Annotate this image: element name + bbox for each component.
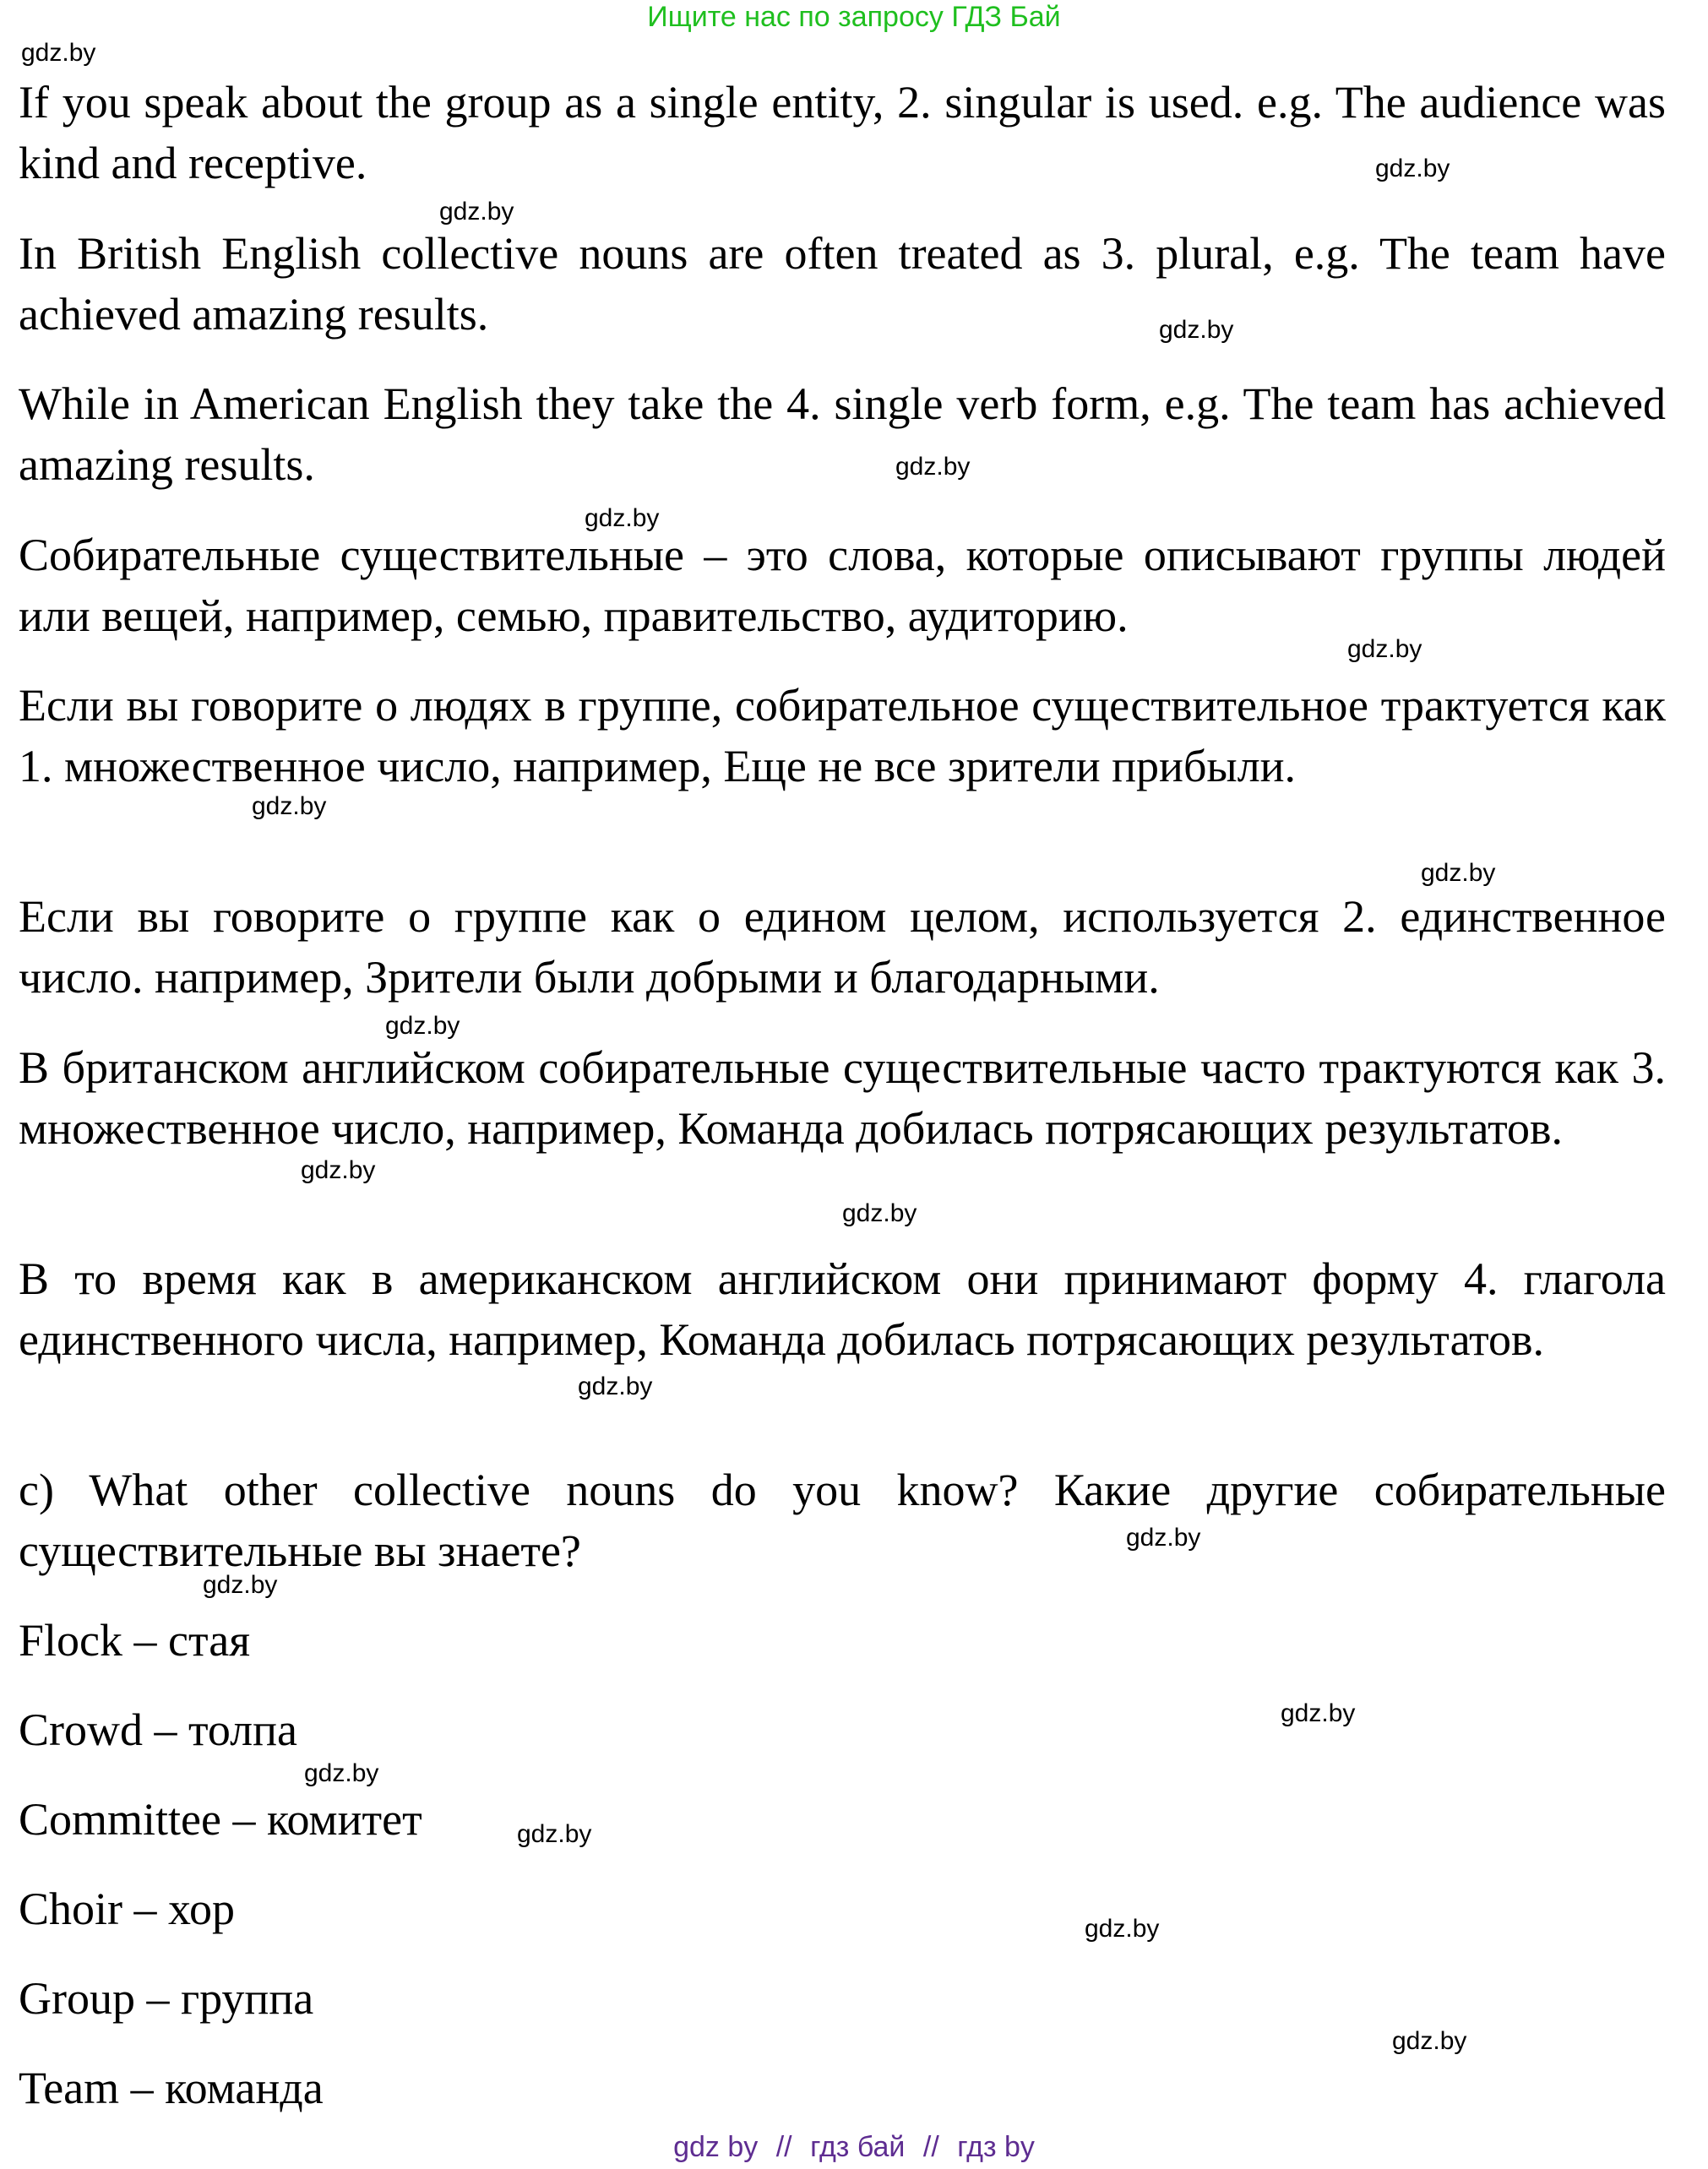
watermark: gdz.by [385, 1012, 460, 1040]
watermark: gdz.by [517, 1820, 592, 1848]
list-item: Choir – хор [19, 1884, 235, 1934]
question-c: c) What other collective nouns do you know? Какие другие собирательные существительные вы знаете? [19, 1465, 1666, 1576]
top-banner: Ищите нас по запросу ГДЗ Бай [647, 1, 1061, 33]
watermark: gdz.by [252, 792, 327, 820]
watermark: gdz.by [842, 1199, 917, 1227]
paragraph-singular: If you speak about the group as a single entity, 2. singular is used. e.g. The audience was kind and receptive. [19, 77, 1666, 188]
paragraph-ru-definition: Собирательные существительные – это слова, которые описывают группы людей или вещей, например, семью, правительство, аудиторию. [19, 530, 1666, 641]
list-item: Committee – комитет [19, 1794, 422, 1845]
footer-link-gdz-by[interactable]: gdz by [673, 2131, 759, 2163]
footer-links [0, 2130, 1708, 2164]
watermark: gdz.by [1375, 155, 1450, 182]
watermark: gdz.by [895, 453, 971, 481]
watermark: gdz.by [203, 1571, 278, 1599]
watermark: gdz.by [585, 504, 660, 532]
footer-link-gdz-bai[interactable]: гдз бай [810, 2131, 906, 2163]
watermark: gdz.by [1421, 859, 1496, 887]
watermark: gdz.by [439, 198, 514, 226]
watermark: gdz.by [21, 39, 96, 67]
paragraph-ru-singular: Если вы говорите о группе как о едином целом, используется 2. единственное число. например, Зрители были добрыми и благодарными. [19, 891, 1666, 1003]
footer-link-gdz-by-ru[interactable]: гдз by [957, 2131, 1035, 2163]
watermark: gdz.by [1347, 635, 1422, 663]
list-item: Group – группа [19, 1973, 314, 2024]
watermark: gdz.by [1126, 1524, 1201, 1552]
list-item: Flock – стая [19, 1615, 251, 1666]
watermark: gdz.by [304, 1759, 379, 1787]
paragraph-ru-british: В британском английском собирательные существительные часто трактуются как 3. множественное число, например, Команда добилась потрясающих результатов. [19, 1042, 1666, 1154]
watermark: gdz.by [1085, 1915, 1160, 1943]
list-item: Crowd – толпа [19, 1704, 297, 1755]
watermark: gdz.by [1281, 1699, 1356, 1727]
paragraph-ru-plural: Если вы говорите о людях в группе, собирательное существительное трактуется как 1. множественное число, например, Еще не все зрители прибыли. [19, 680, 1666, 791]
list-item: Team – команда [19, 2063, 324, 2113]
paragraph-american-english: While in American English they take the 4. single verb form, e.g. The team has achieved amazing results. [19, 378, 1666, 490]
watermark: gdz.by [578, 1373, 653, 1400]
paragraph-british-english: In British English collective nouns are often treated as 3. plural, e.g. The team have achieved amazing results. [19, 228, 1666, 340]
watermark: gdz.by [1392, 2027, 1467, 2055]
watermark: gdz.by [301, 1156, 376, 1184]
watermark: gdz.by [1159, 316, 1234, 344]
footer-separator: // [922, 2131, 939, 2163]
paragraph-ru-american: В то время как в американском английском они принимают форму 4. глагола единственного числа, например, Команда добилась потрясающих результатов. [19, 1253, 1666, 1365]
footer-separator: // [775, 2131, 792, 2163]
